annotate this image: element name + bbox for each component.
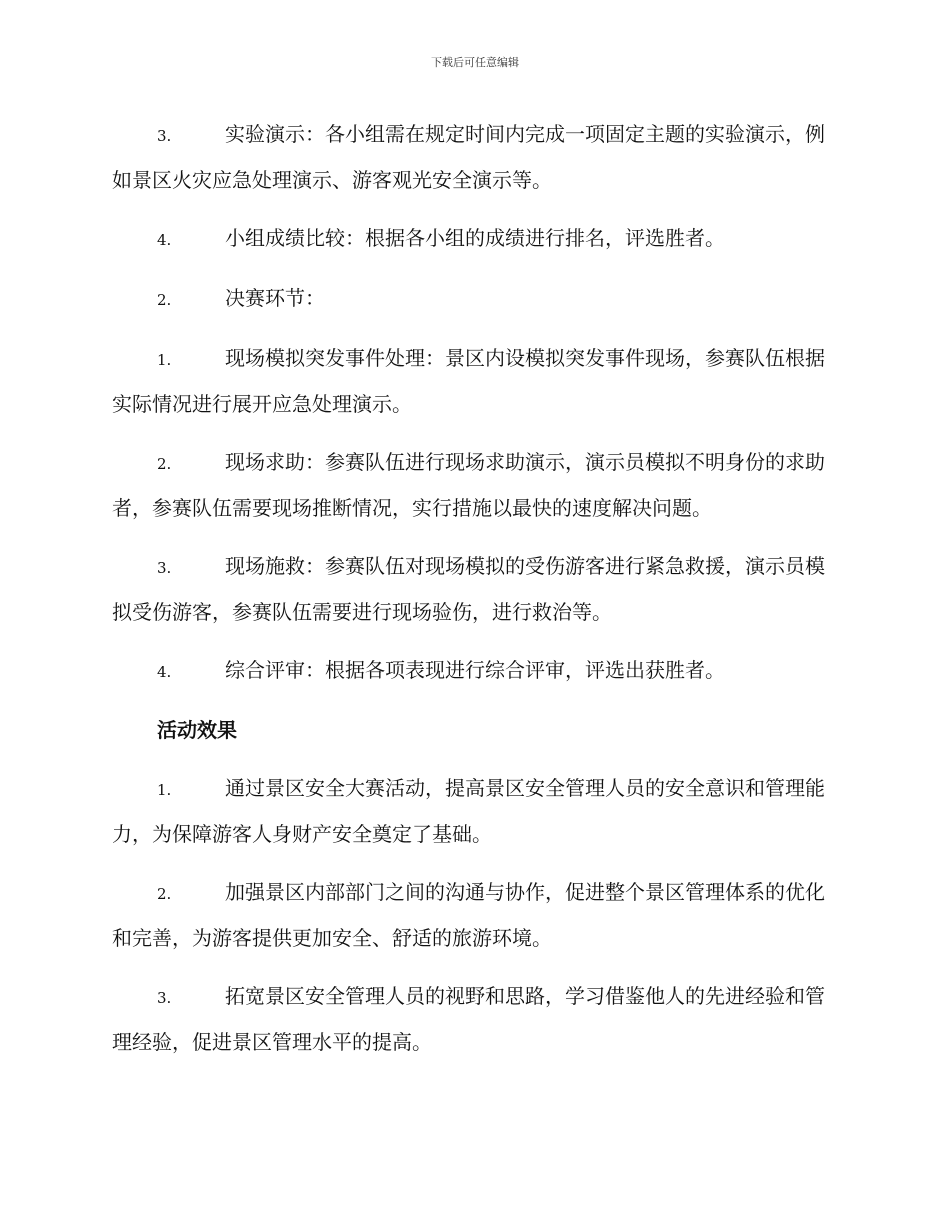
list-text: 加强景区内部部门之间的沟通与协作，促进整个景区管理体系的优化和完善，为游客提供更加安全、舒适的旅游环境。 <box>112 880 825 950</box>
list-text: 实验演示：各小组需在规定时间内完成一项固定主题的实验演示，例如景区火灾应急处理演示、游客观光安全演示等。 <box>112 122 825 192</box>
list-text: 现场模拟突发事件处理：景区内设模拟突发事件现场，参赛队伍根据实际情况进行展开应急处理演示。 <box>112 346 825 416</box>
list-number: 4. <box>157 663 172 681</box>
list-number: 1. <box>157 781 172 799</box>
list-item <box>112 440 834 530</box>
section-heading: 活动效果 <box>157 718 237 742</box>
list-text: 现场施救：参赛队伍对现场模拟的受伤游客进行紧急救援，演示员模拟受伤游客，参赛队伍需要进行现场验伤，进行救治等。 <box>112 554 825 624</box>
list-item <box>112 112 834 202</box>
document-body <box>112 112 834 1078</box>
list-text: 现场求助：参赛队伍进行现场求助演示，演示员模拟不明身份的求助者，参赛队伍需要现场推断情况，实行措施以最快的速度解决问题。 <box>112 450 825 520</box>
list-item <box>112 216 834 262</box>
list-number: 3. <box>157 127 172 145</box>
list-number: 4. <box>157 231 172 249</box>
list-number: 3. <box>157 559 172 577</box>
list-number: 2. <box>157 885 172 903</box>
list-text: 决赛环节： <box>225 286 325 310</box>
list-number: 2. <box>157 291 172 309</box>
list-item <box>112 974 834 1064</box>
list-item <box>112 544 834 634</box>
list-number: 1. <box>157 351 172 369</box>
list-item <box>112 870 834 960</box>
list-text: 综合评审：根据各项表现进行综合评审，评选出获胜者。 <box>225 658 725 682</box>
list-number: 3. <box>157 989 172 1007</box>
list-text: 通过景区安全大赛活动，提高景区安全管理人员的安全意识和管理能力，为保障游客人身财产安全奠定了基础。 <box>112 776 825 846</box>
list-item <box>112 766 834 856</box>
list-item <box>112 336 834 426</box>
list-text: 小组成绩比较：根据各小组的成绩进行排名，评选胜者。 <box>225 226 725 250</box>
list-number: 2. <box>157 455 172 473</box>
list-item <box>112 276 834 322</box>
list-item <box>112 648 834 694</box>
page-header: 下载后可任意编辑 <box>431 56 519 69</box>
list-text: 拓宽景区安全管理人员的视野和思路，学习借鉴他人的先进经验和管理经验，促进景区管理水平的提高。 <box>112 984 825 1054</box>
